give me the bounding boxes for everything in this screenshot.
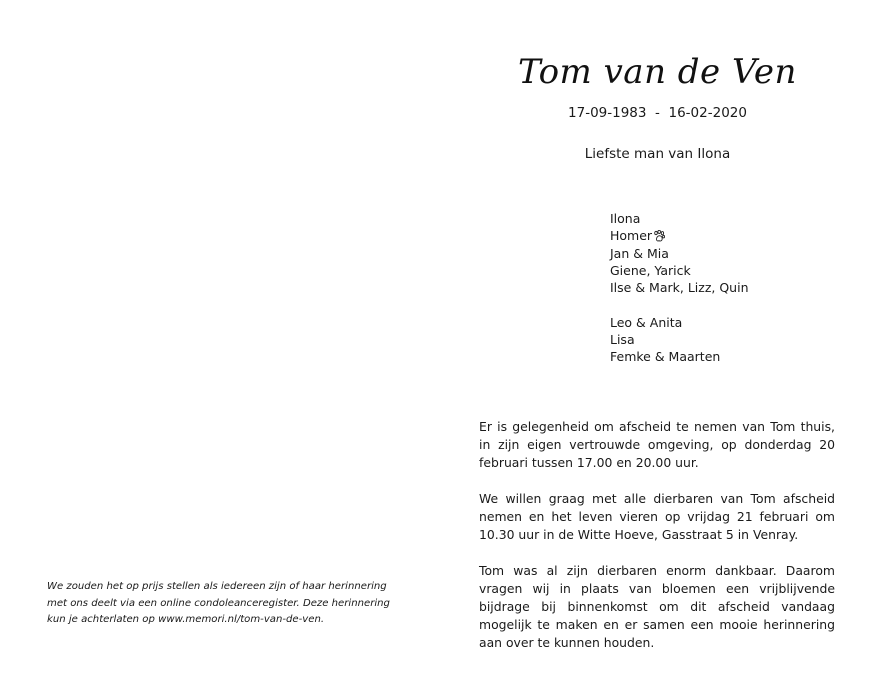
paw-print-icon bbox=[653, 230, 665, 242]
ceremony-information bbox=[479, 418, 835, 652]
family-member: Ilona bbox=[610, 211, 641, 226]
family-member: Jan & Mia bbox=[610, 245, 669, 261]
family-member: Lisa bbox=[610, 332, 635, 348]
condolence-register-note: We zouden het op prijs stellen als iedereen zijn of haar herinnering met ons deelt via een online condoleanceregister. Deze herinnering kun je achterlaten op www.memori.nl/tom-van-de-ven. bbox=[47, 581, 390, 625]
dedication-line: Liefste man van Ilona bbox=[584, 146, 731, 162]
deceased-name: Tom van de Ven bbox=[518, 52, 797, 92]
family-member: Leo & Anita bbox=[610, 314, 683, 330]
life-dates: 17-09-1983 - 16-02-2020 bbox=[568, 105, 747, 121]
family-group-1 bbox=[610, 210, 749, 296]
celebration-paragraph: We willen graag met alle dierbaren van Tom afscheid nemen en het leven vieren op vrijdag 21 februari om 10.30 uur in de Witte Hoeve, Gasstraat 5 in Venray. bbox=[479, 491, 835, 542]
family-member: Femke & Maarten bbox=[610, 349, 721, 365]
donation-paragraph: Tom was al zijn dierbaren enorm dankbaar. Daarom vragen wij in plaats van bloemen een vrijblijvende bijdrage bij binnenkomst om dit afscheid vandaag mogelijk te maken en er samen een mooie herinnering aan over te kunnen houden. bbox=[479, 563, 835, 650]
family-member: Homer bbox=[610, 227, 749, 244]
family-member: Giene, Yarick bbox=[610, 262, 691, 278]
family-list bbox=[610, 210, 749, 383]
family-member: Ilse & Mark, Lizz, Quin bbox=[610, 280, 749, 296]
family-group-2 bbox=[610, 314, 749, 366]
farewell-paragraph: Er is gelegenheid om afscheid te nemen van Tom thuis, in zijn eigen vertrouwde omgeving, op donderdag 20 februari tussen 17.00 en 20.00 uur. bbox=[479, 419, 835, 470]
